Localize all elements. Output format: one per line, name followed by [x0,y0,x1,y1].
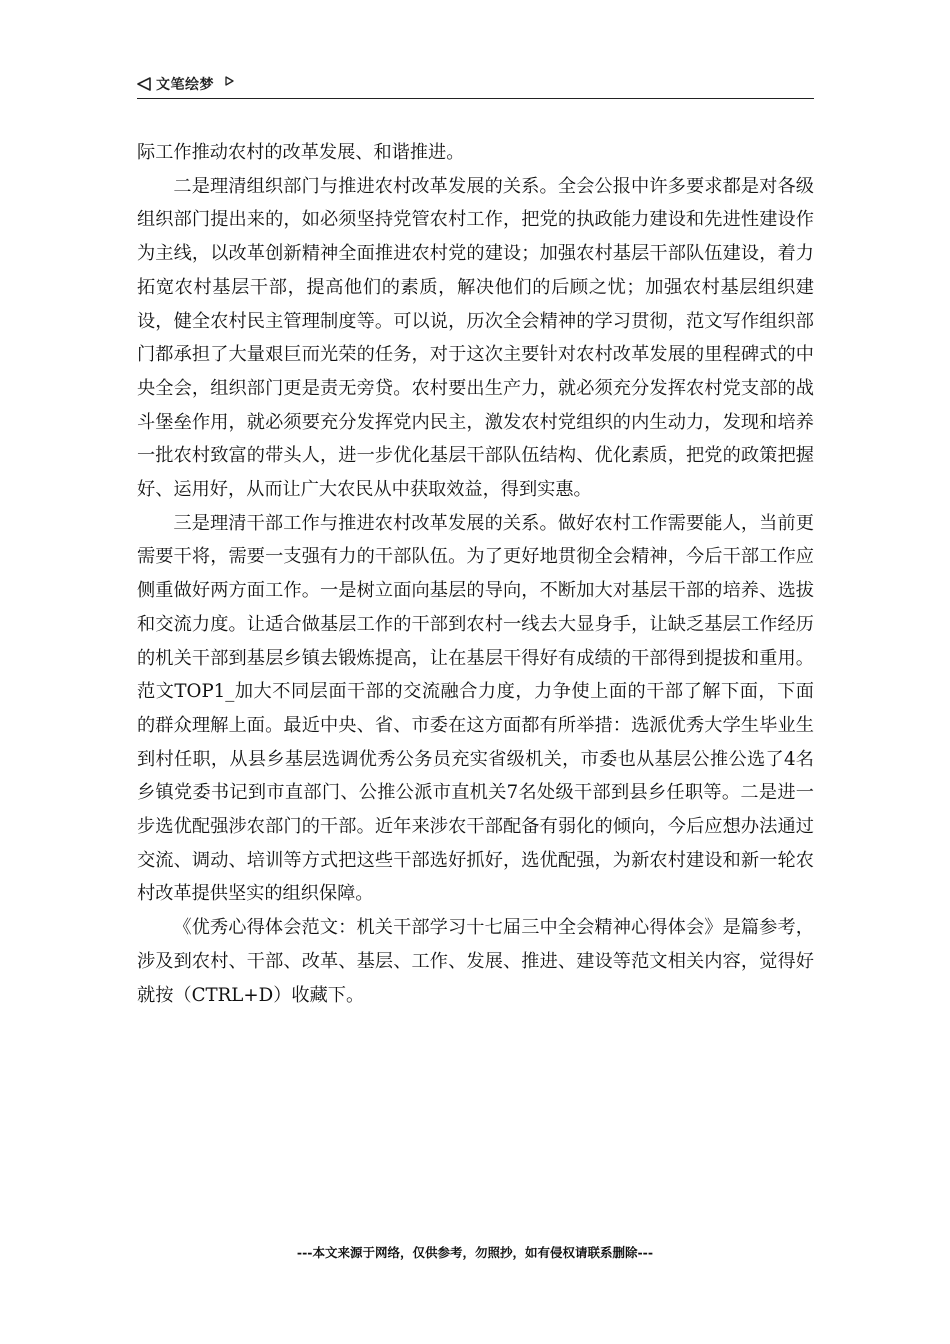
paragraph-closing-note: 《优秀心得体会范文：机关干部学习十七届三中全会精神心得体会》是篇参考，涉及到农村、干部、改革、基层、工作、发展、推进、建设等范文相关内容，觉得好就按（CTRL+D）收藏下。 [137,917,814,1006]
paragraph-cadre-work: 三是理清干部工作与推进农村改革发展的关系。做好农村工作需要能人，当前更需要干将，需要一支强有力的干部队伍。为了更好地贯彻全会精神，今后干部工作应侧重做好两方面工作。一是树立面向基层的导向，不断加大对基层干部的培养、选拔和交流力度。让适合做基层工作的干部到农村一线去大显身手，让缺乏基层工作经历的机关干部到基层乡镇去锻炼提高，让在基层干得好有成绩的干部得到提拔和重用。范文TOP1_加大不同层面干部的交流融合力度，力争使上面的干部了解下面，下面的群众理解上面。最近中央、省、市委在这方面都有所举措：选派优秀大学生毕业生到村任职，从县乡基层选调优秀公务员充实省级机关，市委也从基层公推公选了4名乡镇党委书记到市直部门、公推公派市直机关7名处级干部到县乡任职等。二是进一步选优配强涉农部门的干部。近年来涉农干部配备有弱化的倾向，今后应想办法通过交流、调动、培训等方式把这些干部选好抓好，选优配强，为新农村建设和新一轮农村改革提供坚实的组织保障。 [137,512,814,905]
triangle-left-icon [137,77,151,91]
footer-disclaimer: ---本文来源于网络，仅供参考，勿照抄，如有侵权请联系删除--- [296,1245,654,1260]
document-body [137,136,814,1012]
brand-name: 文笔绘梦 [156,77,214,93]
paragraph-organization: 二是理清组织部门与推进农村改革发展的关系。全会公报中许多要求都是对各级组织部门提出来的，如必须坚持党管农村工作，把党的执政能力建设和先进性建设作为主线，以改革创新精神全面推进农村党的建设；加强农村基层干部队伍建设，着力拓宽农村基层干部，提高他们的素质，解决他们的后顾之忧；加强农村基层组织建设，健全农村民主管理制度等。可以说，历次全会精神的学习贯彻，范文写作组织部门都承担了大量艰巨而光荣的任务，对于这次主要针对农村改革发展的里程碑式的中央全会，组织部门更是责无旁贷。农村要出生产力，就必须充分发挥农村党支部的战斗堡垒作用，就必须要充分发挥党内民主，激发农村党组织的内生动力，发现和培养一批农村致富的带头人，进一步优化基层干部队伍结构、优化素质，把党的政策把握好、运用好，从而让广大农民从中获取效益，得到实惠。 [137,175,814,501]
paragraph-continued: 际工作推动农村的改革发展、和谐推进。 [137,142,465,163]
triangle-right-icon [225,76,234,86]
page-header [137,72,814,99]
